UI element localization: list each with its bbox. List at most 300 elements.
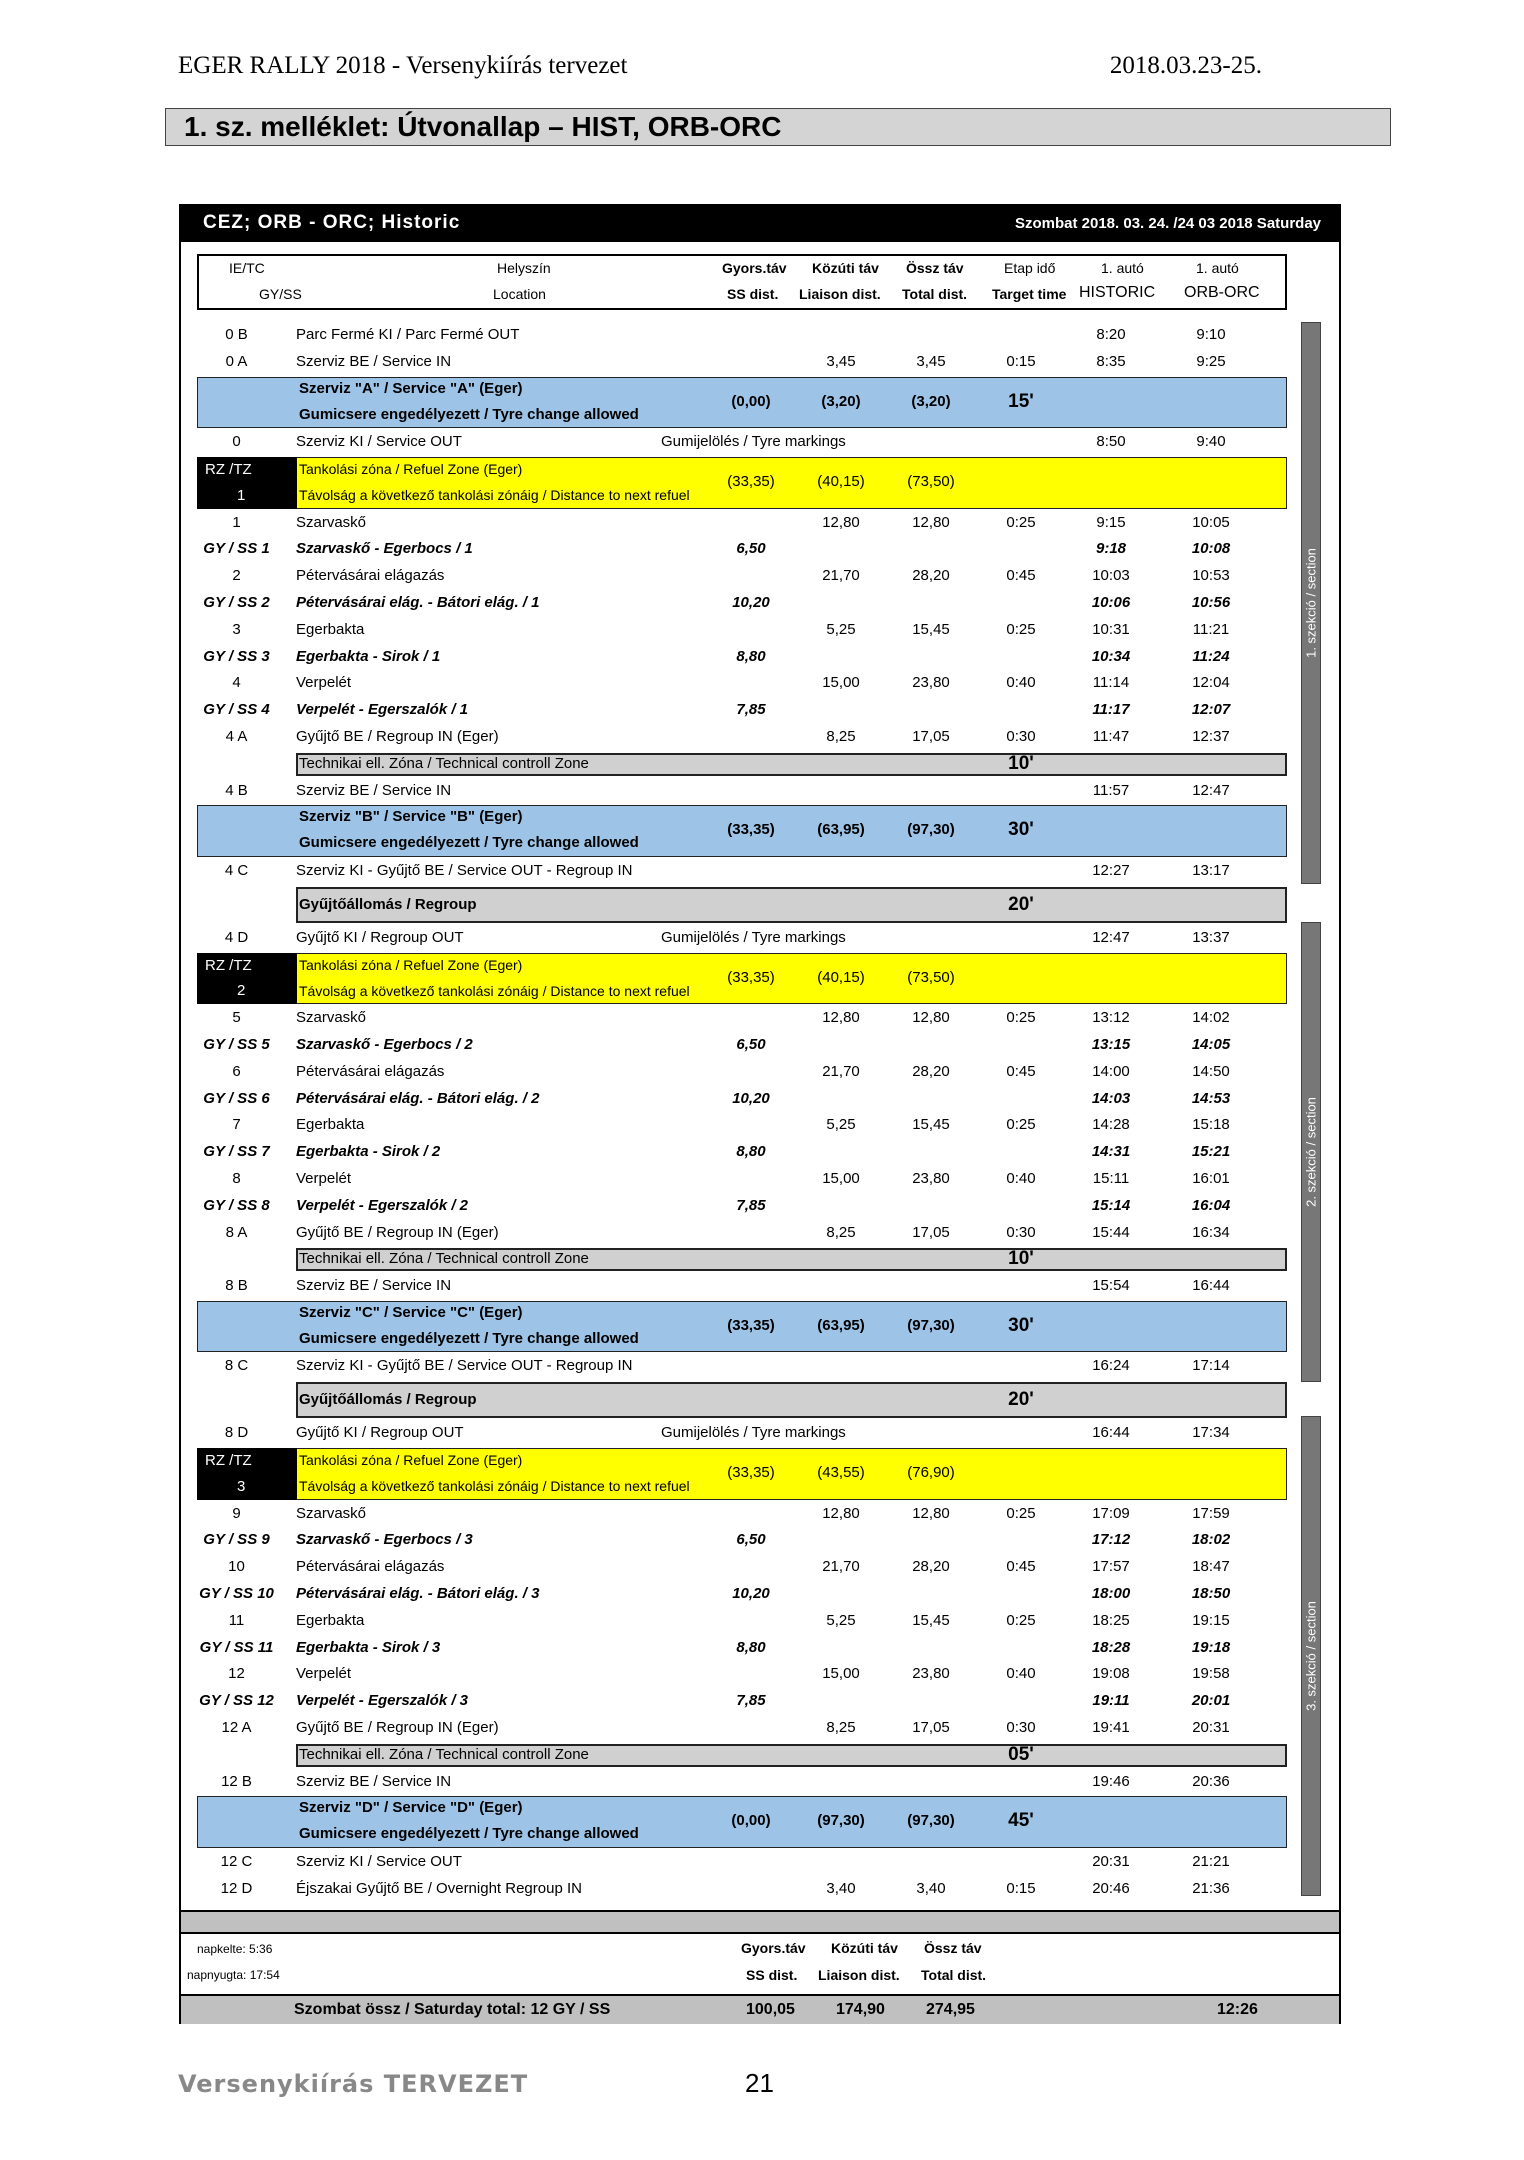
section-bar-1: 1. szekció / section	[1301, 322, 1321, 884]
row-id: GY / SS 7	[203, 1143, 270, 1161]
row-ss: 7,85	[736, 1196, 766, 1214]
row-location: Verpelét	[296, 1665, 352, 1683]
row-h: 12:27	[1092, 861, 1130, 879]
footer-kozuti: Közúti táv	[831, 1940, 898, 1956]
row-h: 18:28	[1091, 1638, 1131, 1656]
row-o: 10:53	[1192, 567, 1230, 585]
row-location: Pétervásárai elág. - Bátori elág. / 2	[296, 1089, 540, 1107]
band-time: 05'	[1008, 1743, 1034, 1765]
table-row	[181, 429, 1339, 456]
row-o: 9:40	[1196, 433, 1226, 451]
row-tt: 0:25	[1006, 1009, 1036, 1027]
row-o: 18:47	[1192, 1558, 1230, 1576]
row-id: GY / SS 4	[203, 701, 270, 719]
stage-row	[181, 1139, 1339, 1166]
band-line-1: Szerviz "A" / Service "A" (Eger)	[299, 379, 523, 397]
row-id: 4 C	[224, 861, 249, 879]
row-tot: 15,45	[912, 620, 950, 638]
band-line-2: Gumicsere engedélyezett / Tyre change allowed	[299, 1825, 639, 1843]
row-o: 14:05	[1191, 1035, 1231, 1053]
band-label: Gyűjtőállomás / Regroup	[299, 895, 477, 913]
service-row	[181, 804, 1339, 858]
refuel-row	[181, 952, 1339, 1006]
table-row	[181, 670, 1339, 697]
summary-liaison: 174,90	[836, 2001, 885, 2018]
rz-title: RZ /TZ	[205, 956, 252, 974]
row-id: GY / SS 12	[199, 1692, 274, 1710]
row-o: 12:04	[1192, 674, 1230, 692]
row-o: 15:21	[1191, 1143, 1231, 1161]
row-tt: 0:25	[1006, 513, 1036, 531]
row-id: 12 A	[221, 1719, 252, 1737]
row-id: 0 A	[225, 352, 248, 370]
row-liai: 5,25	[826, 1116, 856, 1134]
col-kozuti: Közúti táv	[812, 260, 879, 276]
stage-row	[181, 1193, 1339, 1220]
row-id: GY / SS 2	[203, 593, 270, 611]
row-location: Gyűjtő KI / Regroup OUT	[296, 928, 464, 946]
row-tot: 28,20	[912, 1558, 950, 1576]
band-time: 30'	[1008, 819, 1034, 841]
band-liai: (3,20)	[821, 392, 861, 410]
row-location: Pétervásárai elág. - Bátori elág. / 3	[296, 1585, 540, 1603]
stage-row	[181, 697, 1339, 724]
band-tot: (97,30)	[907, 1812, 955, 1830]
row-tot: 23,80	[912, 674, 950, 692]
row-location: Szerviz KI - Gyűjtő BE / Service OUT - Regroup IN	[296, 1357, 633, 1375]
row-tot: 3,45	[916, 352, 946, 370]
band-tot: (76,90)	[907, 1464, 955, 1482]
row-id: 0 B	[225, 326, 248, 343]
band-time: 20'	[1008, 1389, 1034, 1411]
row-o: 16:04	[1191, 1196, 1231, 1214]
band-ss: (0,00)	[731, 1812, 771, 1830]
stage-row	[181, 1086, 1339, 1113]
row-id: GY / SS 1	[203, 540, 270, 558]
table-title-bar	[181, 206, 1339, 242]
footer-separator	[181, 1910, 1339, 1934]
band-tot: (97,30)	[907, 1316, 955, 1334]
row-location: Szarvaskő - Egerbocs / 2	[296, 1035, 473, 1053]
row-id: GY / SS 8	[203, 1196, 270, 1214]
row-o: 18:02	[1191, 1531, 1231, 1549]
table-row	[181, 1353, 1339, 1380]
row-o: 9:10	[1196, 326, 1226, 343]
row-o: 13:17	[1192, 861, 1230, 879]
table-row	[181, 1849, 1339, 1876]
stage-row	[181, 1032, 1339, 1059]
row-ss: 7,85	[736, 1692, 766, 1710]
row-ss: 10,20	[732, 1585, 770, 1603]
band-line-2: Távolság a következő tankolási zónáig / Distance to next refuel	[299, 1478, 690, 1495]
row-tt: 0:30	[1006, 1719, 1036, 1737]
row-tot: 3,40	[916, 1879, 946, 1897]
row-id: 11	[228, 1611, 245, 1629]
row-tot: 12,80	[912, 513, 950, 531]
summary-time: 12:26	[1217, 2001, 1258, 2018]
row-tot: 12,80	[912, 1009, 950, 1027]
row-liai: 21,70	[822, 1558, 860, 1576]
row-tt: 0:40	[1006, 674, 1036, 692]
row-location: Szerviz BE / Service IN	[296, 352, 452, 370]
row-o: 16:34	[1192, 1223, 1230, 1241]
band-time: 45'	[1008, 1810, 1034, 1832]
rz-title: RZ /TZ	[205, 1452, 252, 1470]
row-liai: 3,40	[826, 1879, 856, 1897]
row-id: 0	[232, 433, 241, 451]
row-tt: 0:15	[1006, 352, 1036, 370]
rz-number: 3	[237, 1477, 246, 1495]
section-title: 1. sz. melléklet: Útvonallap – HIST, ORB-ORC	[165, 108, 1391, 146]
row-tot: 17,05	[912, 1223, 950, 1241]
stage-row	[181, 1527, 1339, 1554]
row-tt: 0:40	[1006, 1665, 1036, 1683]
table-row	[181, 1715, 1339, 1742]
row-liai: 21,70	[822, 1062, 860, 1080]
table-row	[181, 724, 1339, 751]
regroup-row	[181, 885, 1339, 925]
row-o: 21:36	[1192, 1879, 1230, 1897]
row-h: 14:28	[1092, 1116, 1130, 1134]
row-location: Szerviz KI / Service OUT	[296, 433, 462, 451]
service-row	[181, 1300, 1339, 1354]
row-liai: 8,25	[826, 1223, 856, 1241]
row-liai: 12,80	[822, 1009, 860, 1027]
row-tt: 0:45	[1006, 1062, 1036, 1080]
band-tot: (73,50)	[907, 968, 955, 986]
row-id: 9	[232, 1504, 241, 1522]
band-liai: (63,95)	[817, 1316, 865, 1334]
row-tot: 17,05	[912, 727, 950, 745]
row-o: 10:08	[1191, 540, 1231, 558]
row-location: Gyűjtő BE / Regroup IN (Eger)	[296, 1719, 499, 1737]
row-location: Pétervásárai elág. - Bátori elág. / 1	[296, 593, 540, 611]
band-line-2: Gumicsere engedélyezett / Tyre change allowed	[299, 834, 639, 852]
row-location: Egerbakta	[296, 620, 365, 638]
header-left: EGER RALLY 2018 - Versenykiírás tervezet	[178, 52, 628, 79]
tech-control-row	[181, 1246, 1339, 1273]
row-ss: 8,80	[736, 1638, 766, 1656]
row-tt: 0:30	[1006, 1223, 1036, 1241]
row-o: 17:34	[1192, 1424, 1230, 1442]
row-o: 20:36	[1192, 1772, 1230, 1790]
row-ss: 8,80	[736, 1143, 766, 1161]
row-liai: 15,00	[822, 674, 860, 692]
row-liai: 5,25	[826, 620, 856, 638]
row-o: 11:21	[1192, 620, 1230, 638]
row-ss: 6,50	[736, 1035, 766, 1053]
col-gyss: GY/SS	[259, 286, 302, 302]
row-tot: 28,20	[912, 567, 950, 585]
row-h: 8:35	[1096, 352, 1126, 370]
row-o: 11:24	[1192, 647, 1230, 665]
row-h: 17:09	[1092, 1504, 1130, 1522]
row-h: 17:57	[1092, 1558, 1130, 1576]
band-liai: (43,55)	[817, 1464, 865, 1482]
band-ss: (33,35)	[727, 1316, 775, 1334]
row-h: 13:15	[1091, 1035, 1131, 1053]
stage-row	[181, 1635, 1339, 1662]
row-location: Gyűjtő KI / Regroup OUT	[296, 1424, 464, 1442]
row-liai: 8,25	[826, 727, 856, 745]
section-bar-3: 3. szekció / section	[1301, 1416, 1321, 1896]
row-id: GY / SS 10	[199, 1585, 274, 1603]
service-row	[181, 376, 1339, 430]
row-location: Gyűjtő BE / Regroup IN (Eger)	[296, 1223, 499, 1241]
row-h: 8:50	[1096, 433, 1126, 451]
band-line-1: Szerviz "D" / Service "D" (Eger)	[299, 1799, 523, 1817]
band-time: 10'	[1008, 1248, 1034, 1270]
table-row	[181, 1554, 1339, 1581]
col-historic: HISTORIC	[1079, 284, 1156, 301]
row-o: 19:58	[1192, 1665, 1230, 1683]
tech-control-row	[181, 751, 1339, 778]
stage-row	[181, 1688, 1339, 1715]
row-id: GY / SS 9	[203, 1531, 270, 1549]
row-o: 18:50	[1191, 1585, 1231, 1603]
col-gyors: Gyors.táv	[722, 260, 787, 276]
row-id: 8 A	[225, 1223, 248, 1241]
page-number: 21	[745, 2068, 774, 2098]
row-location: Egerbakta	[296, 1611, 365, 1629]
service-row	[181, 1795, 1339, 1849]
footer-liaison: Liaison dist.	[818, 1967, 900, 1983]
row-tot: 15,45	[912, 1116, 950, 1134]
stage-row	[181, 644, 1339, 671]
col-etap: Etap idő	[1004, 260, 1056, 276]
band-liai: (40,15)	[817, 968, 865, 986]
band-label: Technikai ell. Zóna / Technical controll Zone	[299, 754, 589, 772]
row-o: 10:56	[1191, 593, 1231, 611]
rz-number: 1	[237, 486, 246, 504]
row-ss: 10,20	[732, 1089, 770, 1107]
row-o: 12:07	[1191, 701, 1231, 719]
col-liaison: Liaison dist.	[799, 286, 881, 302]
refuel-row	[181, 456, 1339, 510]
band-line-1: Tankolási zóna / Refuel Zone (Eger)	[299, 956, 523, 973]
tech-control-row	[181, 1742, 1339, 1769]
row-location: Szerviz BE / Service IN	[296, 1772, 452, 1790]
row-liai: 21,70	[822, 567, 860, 585]
row-h: 16:44	[1092, 1424, 1130, 1442]
table-row	[181, 1876, 1339, 1903]
row-h: 10:31	[1092, 620, 1130, 638]
band-time: 30'	[1008, 1314, 1034, 1336]
row-liai: 8,25	[826, 1719, 856, 1737]
band-tot: (3,20)	[911, 392, 951, 410]
footer-legend	[181, 1934, 1339, 1994]
row-h: 13:12	[1092, 1009, 1130, 1027]
band-time: 20'	[1008, 893, 1034, 915]
summary-ss: 100,05	[746, 2001, 795, 2018]
row-ss: 10,20	[732, 593, 770, 611]
table-row	[181, 778, 1339, 805]
col-auto1b: 1. autó	[1196, 260, 1239, 276]
row-o: 14:50	[1192, 1062, 1230, 1080]
row-id: 10	[228, 1558, 245, 1576]
row-liai: 15,00	[822, 1665, 860, 1683]
band-line-1: Szerviz "C" / Service "C" (Eger)	[299, 1303, 523, 1321]
table-row	[181, 1273, 1339, 1300]
row-tot: 17,05	[912, 1719, 950, 1737]
row-id: 12 B	[221, 1772, 252, 1790]
row-h: 17:12	[1091, 1531, 1131, 1549]
row-id: 8 C	[224, 1357, 249, 1375]
row-note: Gumijelölés / Tyre markings	[661, 928, 846, 946]
band-time: 10'	[1008, 752, 1034, 774]
row-tt: 0:25	[1006, 1116, 1036, 1134]
row-location: Egerbakta - Sirok / 3	[296, 1638, 441, 1656]
row-liai: 12,80	[822, 513, 860, 531]
row-o: 16:44	[1192, 1277, 1230, 1295]
row-tot: 23,80	[912, 1169, 950, 1187]
refuel-row	[181, 1447, 1339, 1501]
row-note: Gumijelölés / Tyre markings	[661, 1424, 846, 1442]
row-h: 8:20	[1096, 326, 1126, 343]
row-id: 1	[232, 513, 241, 531]
row-liai: 3,45	[826, 352, 856, 370]
row-location: Verpelét - Egerszalók / 1	[296, 701, 469, 719]
footer-summary	[181, 1994, 1339, 2024]
row-o: 12:37	[1192, 727, 1230, 745]
row-h: 15:44	[1092, 1223, 1130, 1241]
row-h: 16:24	[1092, 1357, 1130, 1375]
row-h: 14:03	[1091, 1089, 1131, 1107]
band-label: Technikai ell. Zóna / Technical controll Zone	[299, 1745, 589, 1763]
band-ss: (0,00)	[731, 392, 771, 410]
row-o: 19:18	[1191, 1638, 1231, 1656]
summary-total: 274,95	[926, 2001, 975, 2018]
row-id: 7	[232, 1116, 241, 1134]
row-h: 19:46	[1092, 1772, 1130, 1790]
row-h: 9:15	[1096, 513, 1126, 531]
row-id: 8 B	[225, 1277, 248, 1295]
row-tot: 28,20	[912, 1062, 950, 1080]
band-line-2: Távolság a következő tankolási zónáig / Distance to next refuel	[299, 982, 690, 999]
itinerary-table	[179, 204, 1341, 2024]
row-tt: 0:30	[1006, 727, 1036, 745]
row-location: Szerviz BE / Service IN	[296, 1277, 452, 1295]
row-id: 4 A	[225, 727, 248, 745]
row-id: 8 D	[224, 1424, 249, 1442]
row-h: 14:31	[1091, 1143, 1131, 1161]
band-line-1: Tankolási zóna / Refuel Zone (Eger)	[299, 1452, 523, 1469]
rz-number: 2	[237, 982, 246, 1000]
table-title: CEZ; ORB - ORC; Historic	[203, 212, 461, 233]
sunrise: napkelte: 5:36	[197, 1942, 273, 1956]
band-tot: (73,50)	[907, 472, 955, 490]
band-liai: (63,95)	[817, 821, 865, 839]
row-h: 10:06	[1091, 593, 1131, 611]
band-ss: (33,35)	[727, 1464, 775, 1482]
header-right: 2018.03.23-25.	[1109, 52, 1262, 79]
row-tot: 12,80	[912, 1504, 950, 1522]
row-o: 20:31	[1192, 1719, 1230, 1737]
table-row	[181, 1501, 1339, 1528]
footer-ssdist: SS dist.	[746, 1967, 798, 1983]
row-o: 14:53	[1191, 1089, 1231, 1107]
row-h: 19:11	[1092, 1692, 1130, 1710]
row-tt: 0:15	[1006, 1879, 1036, 1897]
refuel-zone-label	[197, 1448, 297, 1500]
row-location: Parc Fermé KI / Parc Fermé OUT	[296, 326, 520, 343]
row-location: Verpelét - Egerszalók / 2	[296, 1196, 469, 1214]
row-tot: 15,45	[912, 1611, 950, 1629]
row-ss: 8,80	[736, 647, 766, 665]
band-label: Technikai ell. Zóna / Technical controll Zone	[299, 1250, 589, 1268]
row-ss: 7,85	[736, 701, 766, 719]
section-bar-2: 2. szekció / section	[1301, 922, 1321, 1382]
row-id: 3	[232, 620, 241, 638]
row-o: 15:18	[1192, 1116, 1230, 1134]
row-h: 18:00	[1091, 1585, 1131, 1603]
row-h: 19:08	[1092, 1665, 1130, 1683]
summary-label: Szombat össz / Saturday total: 12 GY / SS	[294, 2001, 611, 2018]
row-h: 10:34	[1091, 647, 1131, 665]
row-id: 2	[232, 567, 241, 585]
col-orborc: ORB-ORC	[1184, 284, 1260, 301]
footer-ossz: Össz táv	[924, 1940, 982, 1956]
table-row	[181, 1661, 1339, 1688]
col-ssdist: SS dist.	[727, 286, 779, 302]
row-id: 12 C	[220, 1853, 253, 1871]
stage-row	[181, 1581, 1339, 1608]
row-tt: 0:45	[1006, 1558, 1036, 1576]
row-o: 19:15	[1192, 1611, 1230, 1629]
row-id: GY / SS 6	[203, 1089, 270, 1107]
row-id: GY / SS 5	[203, 1035, 270, 1053]
row-location: Egerbakta - Sirok / 1	[296, 647, 441, 665]
band-ss: (33,35)	[727, 472, 775, 490]
band-ss: (33,35)	[727, 968, 775, 986]
table-row	[181, 1059, 1339, 1086]
row-location: Verpelét	[296, 1169, 352, 1187]
row-id: 12	[228, 1665, 245, 1683]
table-row	[181, 322, 1339, 349]
row-location: Pétervásárai elágazás	[296, 567, 445, 585]
row-o: 17:14	[1192, 1357, 1230, 1375]
row-note: Gumijelölés / Tyre markings	[661, 433, 846, 451]
row-tot: 23,80	[912, 1665, 950, 1683]
band-time: 15'	[1008, 390, 1034, 412]
row-o: 21:21	[1192, 1853, 1230, 1871]
row-location: Éjszakai Gyűjtő BE / Overnight Regroup IN	[296, 1879, 582, 1897]
row-id: GY / SS 11	[199, 1638, 274, 1656]
row-id: 4 D	[224, 928, 249, 946]
table-row	[181, 1005, 1339, 1032]
row-h: 20:31	[1092, 1853, 1130, 1871]
row-id: GY / SS 3	[203, 647, 270, 665]
row-location: Szerviz KI / Service OUT	[296, 1853, 462, 1871]
table-row	[181, 510, 1339, 537]
row-h: 11:47	[1092, 727, 1130, 745]
row-o: 14:02	[1192, 1009, 1230, 1027]
band-line-1: Tankolási zóna / Refuel Zone (Eger)	[299, 460, 523, 477]
col-location: Location	[493, 286, 546, 302]
row-tt: 0:25	[1006, 620, 1036, 638]
refuel-zone-label	[197, 457, 297, 509]
band-liai: (97,30)	[817, 1812, 865, 1830]
table-row	[181, 1112, 1339, 1139]
row-location: Szerviz KI - Gyűjtő BE / Service OUT - Regroup IN	[296, 861, 633, 879]
row-location: Verpelét - Egerszalók / 3	[296, 1692, 469, 1710]
row-h: 15:11	[1092, 1169, 1130, 1187]
table-date: Szombat 2018. 03. 24. /24 03 2018 Saturday	[1014, 215, 1321, 232]
row-location: Egerbakta - Sirok / 2	[296, 1143, 441, 1161]
row-h: 11:17	[1092, 701, 1130, 719]
table-row	[181, 1769, 1339, 1796]
footer-gyors: Gyors.táv	[741, 1940, 806, 1956]
